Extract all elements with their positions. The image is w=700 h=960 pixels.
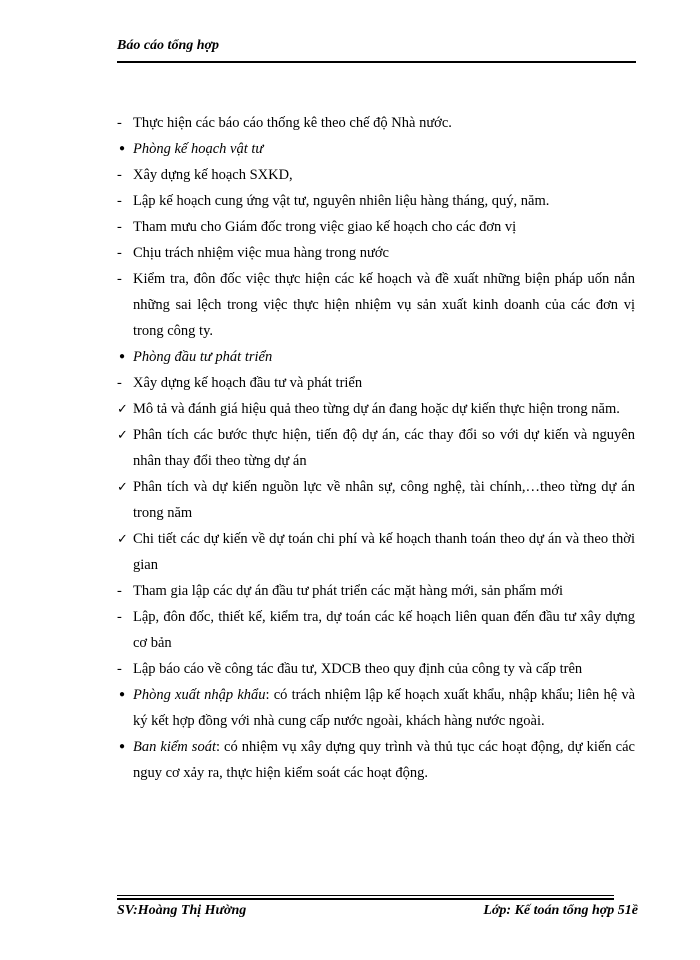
item-text: : có trách nhiệm lập kế hoạch xuất khẩu, nhập khẩu; liên hệ và ký kết hợp đồng với nhà cung cấp nước ngoài, khách hàng nước ngoài. (133, 687, 636, 729)
dash-marker: - (117, 661, 122, 677)
footer-rule-thick (117, 898, 614, 900)
list-item (117, 656, 635, 682)
list-item (117, 526, 635, 578)
checkmark-icon: ✓ (117, 531, 128, 546)
list-item (117, 110, 635, 136)
dash-marker: - (117, 583, 122, 599)
item-text: Lập, đôn đốc, thiết kế, kiểm tra, dự toán các kế hoạch liên quan đến đầu tư xây dựng cơ bản (133, 609, 635, 651)
document-body (117, 110, 635, 786)
section-heading: Phòng kế hoạch vật tư (133, 141, 264, 157)
list-item (117, 136, 635, 162)
list-item (117, 214, 635, 240)
bullet-icon: ● (119, 741, 126, 752)
list-item (117, 266, 635, 344)
dash-marker: - (117, 167, 122, 183)
checkmark-icon: ✓ (117, 479, 128, 494)
section-heading: Phòng đầu tư phát triển (133, 349, 273, 365)
list-item (117, 344, 635, 370)
dash-marker: - (117, 609, 122, 625)
footer-rule (117, 895, 614, 896)
item-text: Lập báo cáo về công tác đầu tư, XDCB theo quy định của công ty và cấp trên (133, 661, 583, 677)
list-item (117, 474, 635, 526)
list-item (117, 682, 635, 734)
list-item (117, 422, 635, 474)
item-text: Tham mưu cho Giám đốc trong việc giao kế hoạch cho các đơn vị (133, 219, 517, 235)
item-text: Phân tích các bước thực hiện, tiến độ dự án, các thay đổi so với dự kiến và nguyên nhân thay đổi theo từng dự án (133, 427, 635, 469)
item-text: : có nhiệm vụ xây dựng quy trình và thủ tục các hoạt động, dự kiến các nguy cơ xảy ra, thực hiện kiểm soát các hoạt động. (133, 739, 635, 781)
list-item (117, 578, 635, 604)
item-text: Chịu trách nhiệm việc mua hàng trong nước (133, 245, 389, 261)
footer-student: SV:Hoàng Thị Hường (117, 903, 247, 918)
header-rule (117, 61, 636, 63)
dash-marker: - (117, 115, 122, 131)
item-text: Thực hiện các báo cáo thống kê theo chế độ Nhà nước. (133, 115, 452, 131)
footer-class-label: Lớp: Kế toán tổng hợp 51 (483, 903, 632, 918)
list-item (117, 370, 635, 396)
checkmark-icon: ✓ (117, 401, 128, 416)
header-title: Báo cáo tổng hợp (117, 38, 220, 53)
footer-page-mark: ề (631, 903, 638, 918)
list-item (117, 396, 635, 422)
page-header (117, 38, 635, 54)
item-text: Tham gia lập các dự án đầu tư phát triển các mặt hàng mới, sản phẩm mới (133, 583, 564, 599)
dash-marker: - (117, 245, 122, 261)
bullet-icon: ● (119, 689, 126, 700)
dash-marker: - (117, 375, 122, 391)
footer-class (483, 903, 638, 919)
dash-marker: - (117, 271, 122, 287)
bullet-icon: ● (119, 351, 126, 362)
item-text: Lập kế hoạch cung ứng vật tư, nguyên nhiên liệu hàng tháng, quý, năm. (133, 193, 550, 209)
section-heading: Phòng xuất nhập khẩu (133, 687, 266, 703)
item-text: Kiểm tra, đôn đốc việc thực hiện các kế hoạch và đề xuất những biện pháp uốn nắn những sai lệch trong việc thực hiện nhiệm vụ sản xuất kinh doanh của các đơn vị trong công ty. (133, 271, 635, 339)
dash-marker: - (117, 219, 122, 235)
item-text: Mô tả và đánh giá hiệu quả theo từng dự án đang hoặc dự kiến thực hiện trong năm. (133, 401, 620, 417)
checkmark-icon: ✓ (117, 427, 128, 442)
section-heading: Ban kiểm soát (133, 739, 216, 755)
item-text: Xây dựng kế hoạch SXKD, (133, 167, 293, 183)
list-item (117, 604, 635, 656)
list-item (117, 734, 635, 786)
item-text: Chi tiết các dự kiến về dự toán chi phí và kế hoạch thanh toán theo dự án và theo thời gian (133, 531, 635, 573)
list-item (117, 162, 635, 188)
bullet-icon: ● (119, 143, 126, 154)
list-item (117, 188, 635, 214)
item-text: Xây dựng kế hoạch đầu tư và phát triển (133, 375, 363, 391)
dash-marker: - (117, 193, 122, 209)
item-text: Phân tích và dự kiến nguồn lực về nhân sự, công nghệ, tài chính,…theo từng dự án trong năm (133, 479, 635, 521)
list-item (117, 240, 635, 266)
